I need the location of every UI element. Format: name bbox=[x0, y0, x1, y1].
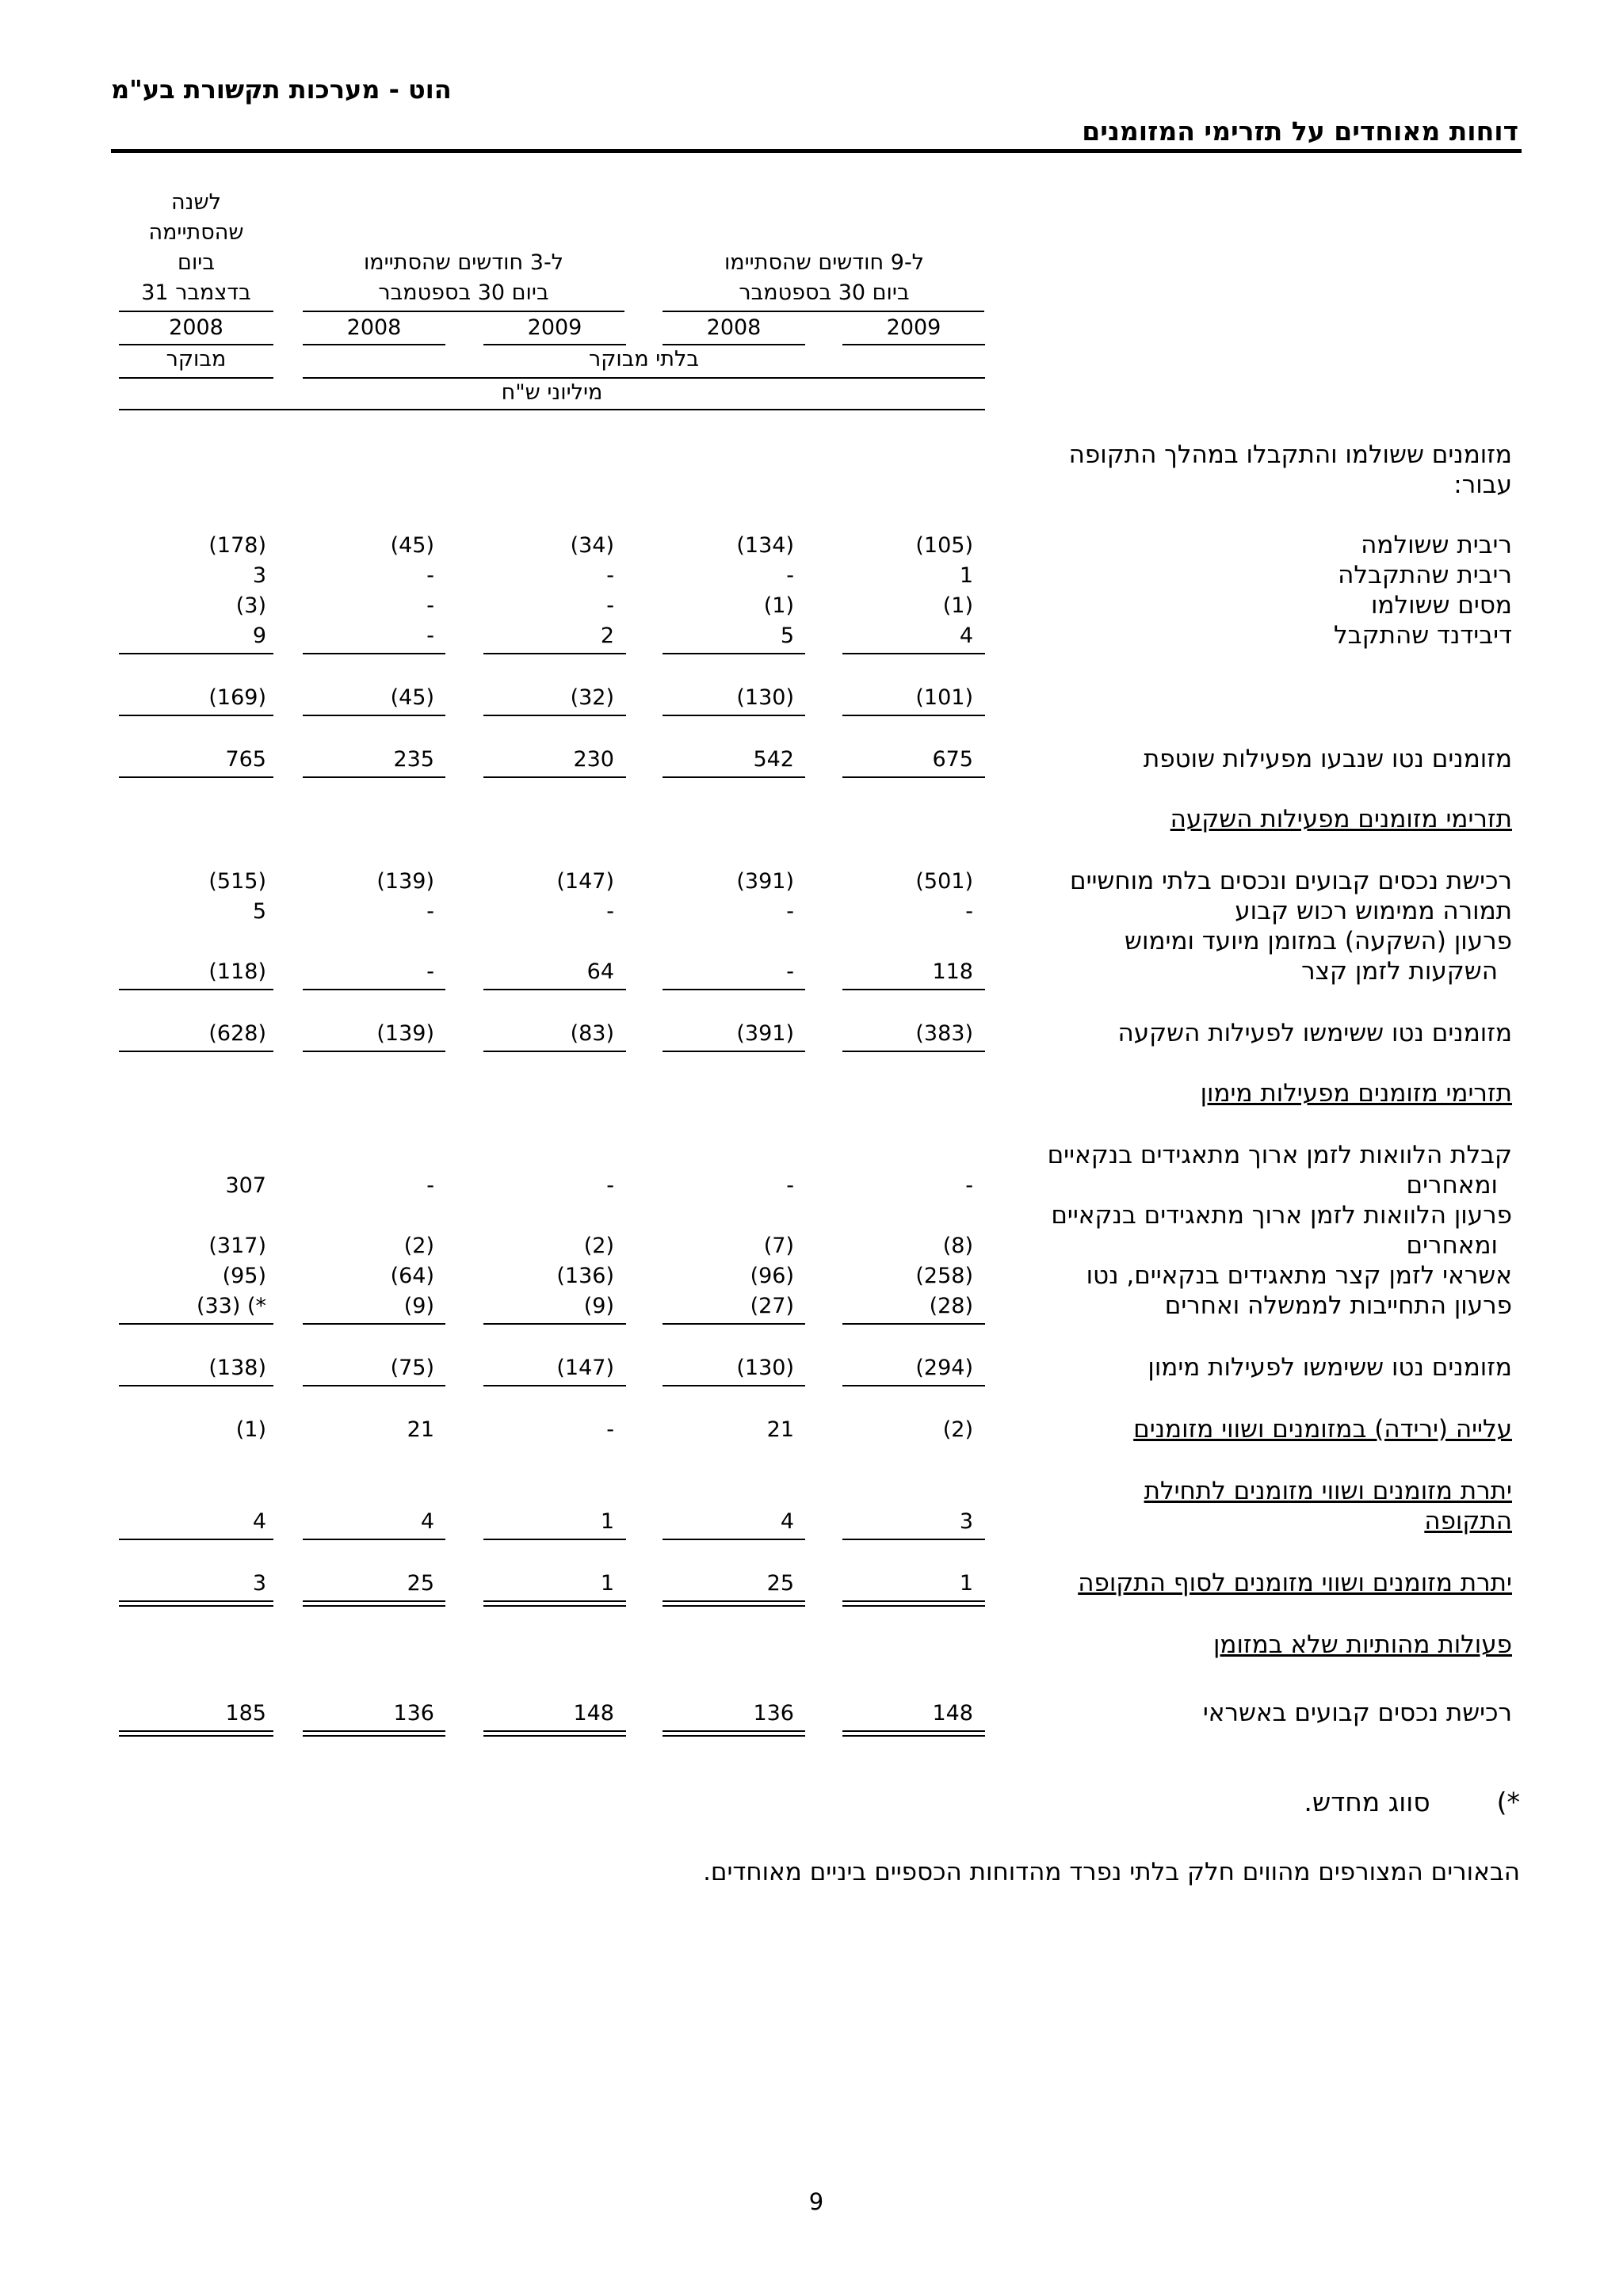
unaudited-label: בלתי מבוקר bbox=[588, 347, 700, 372]
rule bbox=[663, 311, 984, 312]
cell-value: (130) bbox=[736, 1356, 794, 1380]
cell-value: 25 bbox=[407, 1571, 434, 1596]
rule bbox=[119, 776, 273, 778]
cell-value: (9) bbox=[403, 1294, 434, 1318]
rule bbox=[483, 776, 626, 778]
rule bbox=[663, 1539, 805, 1540]
three-months-line-2: ביום 30 בספטמבר bbox=[378, 280, 549, 305]
rule bbox=[303, 776, 445, 778]
rule bbox=[483, 989, 626, 990]
nine-months-line-2: ביום 30 בספטמבר bbox=[739, 280, 910, 305]
rule bbox=[119, 311, 273, 312]
cell-value: (139) bbox=[376, 1021, 434, 1046]
cell-value: (2) bbox=[942, 1417, 973, 1442]
cell-value: 2 bbox=[600, 624, 614, 648]
cell-value: (101) bbox=[915, 685, 973, 710]
currency-label: מיליוני ש"ח bbox=[501, 380, 603, 405]
rule bbox=[119, 1323, 273, 1325]
rule bbox=[663, 1323, 805, 1325]
row-label: עבור: bbox=[1453, 471, 1512, 499]
double-rule bbox=[303, 1600, 445, 1607]
row-label: מסים ששולמו bbox=[1370, 591, 1512, 620]
row-label: מזומנים נטו שנבעו מפעילות שוטפת bbox=[1143, 745, 1512, 773]
cell-value: 136 bbox=[393, 1701, 434, 1726]
rule bbox=[119, 1385, 273, 1386]
cell-value: (138) bbox=[208, 1356, 266, 1380]
rule bbox=[663, 1385, 805, 1386]
cell-value: 3 bbox=[252, 1571, 266, 1596]
company-name: הוט - מערכות תקשורת בע"מ bbox=[111, 74, 452, 105]
year-label: 2008 bbox=[346, 315, 402, 340]
cell-value: (64) bbox=[390, 1264, 434, 1288]
cell-value: (136) bbox=[556, 1264, 614, 1288]
rule bbox=[483, 1323, 626, 1325]
rule bbox=[483, 1051, 626, 1052]
rule bbox=[483, 1539, 626, 1540]
cell-value: 118 bbox=[932, 959, 973, 984]
double-rule bbox=[663, 1730, 805, 1737]
footnote bbox=[1304, 1787, 1520, 1817]
cell-value: 136 bbox=[753, 1701, 794, 1726]
row-label: פרעון הלוואות לזמן ארוך מתאגידים בנקאיים bbox=[1051, 1201, 1512, 1230]
rule bbox=[119, 989, 273, 990]
statement-title: דוחות מאוחדים על תזרימי המזומנים bbox=[1082, 116, 1518, 147]
cell-value: (391) bbox=[736, 1021, 794, 1046]
cell-value: (83) bbox=[570, 1021, 614, 1046]
double-rule bbox=[842, 1600, 985, 1607]
rule bbox=[483, 1385, 626, 1386]
cell-value: (391) bbox=[736, 869, 794, 894]
cell-value: (33) (* bbox=[196, 1294, 266, 1318]
year-label: 2008 bbox=[169, 315, 223, 340]
rule bbox=[483, 715, 626, 716]
cell-value: - bbox=[426, 959, 434, 984]
cell-value: 307 bbox=[225, 1173, 266, 1198]
footnote-mark: *) bbox=[1496, 1787, 1520, 1817]
rule bbox=[842, 1323, 985, 1325]
row-label: תזרימי מזומנים מפעילות השקעה bbox=[1170, 805, 1512, 833]
row-label: מזומנים נטו ששימשו לפעילות מימון bbox=[1148, 1353, 1512, 1382]
cell-value: 1 bbox=[600, 1509, 614, 1534]
cell-value: (1) bbox=[763, 593, 794, 618]
rule bbox=[303, 1539, 445, 1540]
cell-value: (32) bbox=[570, 685, 614, 710]
cell-value: - bbox=[965, 1173, 973, 1198]
cell-value: 9 bbox=[252, 624, 266, 648]
rule bbox=[303, 1323, 445, 1325]
rule bbox=[842, 1051, 985, 1052]
cell-value: - bbox=[606, 1417, 614, 1442]
row-label: השקעות לזמן קצר bbox=[1301, 957, 1498, 986]
year-label: 2008 bbox=[706, 315, 762, 340]
cell-value: - bbox=[786, 899, 794, 924]
cell-value: (258) bbox=[915, 1264, 973, 1288]
cell-value: (294) bbox=[915, 1356, 973, 1380]
year-col-line-4: 31 בדצמבר bbox=[141, 280, 251, 305]
rule bbox=[303, 311, 624, 312]
year-col-line-1: לשנה bbox=[171, 190, 221, 215]
cell-value: - bbox=[426, 624, 434, 648]
cell-value: 148 bbox=[573, 1701, 614, 1726]
cell-value: - bbox=[426, 1173, 434, 1198]
cell-value: 21 bbox=[407, 1417, 434, 1442]
row-label: ריבית שהתקבלה bbox=[1338, 561, 1512, 589]
cell-value: (178) bbox=[208, 533, 266, 558]
double-rule bbox=[842, 1730, 985, 1737]
row-label: יתרת מזומנים ושווי מזומנים לתחילת bbox=[1144, 1477, 1512, 1505]
cell-value: (7) bbox=[763, 1234, 794, 1258]
row-label: רכישת נכסים קבועים ונכסים בלתי מוחשיים bbox=[1070, 867, 1512, 895]
cell-value: (501) bbox=[915, 869, 973, 894]
rule bbox=[119, 409, 985, 410]
cell-value: 4 bbox=[780, 1509, 794, 1534]
cell-value: 1 bbox=[959, 1571, 973, 1596]
cell-value: (628) bbox=[208, 1021, 266, 1046]
cell-value: 765 bbox=[225, 747, 266, 772]
cell-value: (45) bbox=[390, 533, 434, 558]
row-label: תמורה ממימוש רכוש קבוע bbox=[1235, 897, 1512, 925]
cell-value: 675 bbox=[932, 747, 973, 772]
cell-value: (2) bbox=[403, 1234, 434, 1258]
cell-value: (2) bbox=[583, 1234, 614, 1258]
cell-value: (139) bbox=[376, 869, 434, 894]
cell-value: (105) bbox=[915, 533, 973, 558]
rule bbox=[663, 989, 805, 990]
row-label: קבלת הלוואות לזמן ארוך מתאגידים בנקאיים bbox=[1047, 1141, 1512, 1169]
cell-value: 64 bbox=[586, 959, 614, 984]
rule bbox=[663, 715, 805, 716]
rule bbox=[303, 715, 445, 716]
rule bbox=[663, 776, 805, 778]
cell-value: 5 bbox=[780, 624, 794, 648]
audited-label: מבוקר bbox=[166, 347, 227, 372]
cell-value: 230 bbox=[573, 747, 614, 772]
cell-value: 235 bbox=[393, 747, 434, 772]
footer-note: הבאורים המצורפים מהווים חלק בלתי נפרד מהדוחות הכספיים ביניים מאוחדים. bbox=[703, 1858, 1520, 1886]
row-label: ומאחרים bbox=[1406, 1231, 1498, 1260]
double-rule bbox=[303, 1730, 445, 1737]
cell-value: (9) bbox=[583, 1294, 614, 1318]
cell-value: 148 bbox=[932, 1701, 973, 1726]
rule bbox=[842, 653, 985, 654]
rule bbox=[119, 1539, 273, 1540]
three-months-line-1: ל-3 חודשים שהסתיימו bbox=[363, 250, 564, 275]
cell-value: (27) bbox=[750, 1294, 794, 1318]
row-label: יתרת מזומנים ושווי מזומנים לסוף התקופה bbox=[1078, 1569, 1512, 1597]
row-label: ומאחרים bbox=[1406, 1171, 1498, 1199]
page-number: 9 bbox=[808, 2188, 824, 2215]
rule bbox=[119, 715, 273, 716]
cell-value: - bbox=[606, 899, 614, 924]
row-label: פעולות מהותיות שלא במזומן bbox=[1212, 1630, 1512, 1659]
cell-value: 5 bbox=[252, 899, 266, 924]
cell-value: (1) bbox=[235, 1417, 266, 1442]
cell-value: 21 bbox=[766, 1417, 794, 1442]
rule bbox=[663, 653, 805, 654]
year-col-line-3: ביום bbox=[178, 250, 215, 275]
cell-value: (383) bbox=[915, 1021, 973, 1046]
row-label: התקופה bbox=[1424, 1507, 1512, 1535]
row-label: רכישת נכסים קבועים באשראי bbox=[1202, 1699, 1512, 1727]
cell-value: (34) bbox=[570, 533, 614, 558]
cell-value: 3 bbox=[252, 563, 266, 588]
rule bbox=[483, 653, 626, 654]
double-rule bbox=[663, 1600, 805, 1607]
cell-value: - bbox=[786, 563, 794, 588]
footnote-text: סווג מחדש. bbox=[1304, 1787, 1430, 1817]
cell-value: 4 bbox=[252, 1509, 266, 1534]
cell-value: - bbox=[426, 593, 434, 618]
cell-value: (3) bbox=[235, 593, 266, 618]
cell-value: (130) bbox=[736, 685, 794, 710]
double-rule bbox=[483, 1730, 626, 1737]
year-col-line-2: שהסתיימה bbox=[148, 220, 244, 245]
year-label: 2009 bbox=[886, 315, 941, 340]
cell-value: (75) bbox=[390, 1356, 434, 1380]
rule bbox=[303, 653, 445, 654]
cell-value: 1 bbox=[959, 563, 973, 588]
row-label: פרעון התחייבות לממשלה ואחרים bbox=[1164, 1291, 1512, 1320]
cell-value: 4 bbox=[420, 1509, 434, 1534]
cell-value: 542 bbox=[753, 747, 794, 772]
cell-value: (147) bbox=[556, 869, 614, 894]
rule bbox=[303, 1385, 445, 1386]
cell-value: (28) bbox=[929, 1294, 973, 1318]
cell-value: 3 bbox=[959, 1509, 973, 1534]
cell-value: (515) bbox=[208, 869, 266, 894]
cell-value: 4 bbox=[959, 624, 973, 648]
rule bbox=[842, 776, 985, 778]
cell-value: (147) bbox=[556, 1356, 614, 1380]
cell-value: (96) bbox=[750, 1264, 794, 1288]
cell-value: - bbox=[426, 563, 434, 588]
row-label: ריבית ששולמה bbox=[1361, 531, 1512, 559]
cell-value: - bbox=[606, 1173, 614, 1198]
cell-value: 25 bbox=[766, 1571, 794, 1596]
header-rule bbox=[111, 149, 1522, 153]
cell-value: - bbox=[426, 899, 434, 924]
rule bbox=[663, 1051, 805, 1052]
double-rule bbox=[119, 1730, 273, 1737]
cell-value: - bbox=[965, 899, 973, 924]
double-rule bbox=[119, 1600, 273, 1607]
year-label: 2009 bbox=[527, 315, 582, 340]
cell-value: - bbox=[606, 593, 614, 618]
row-label: אשראי לזמן קצר מתאגידים בנקאיים, נטו bbox=[1086, 1261, 1512, 1290]
row-label: עלייה (ירידה) במזומנים ושווי מזומנים bbox=[1133, 1415, 1512, 1444]
rule bbox=[119, 653, 273, 654]
cell-value: 185 bbox=[225, 1701, 266, 1726]
rule bbox=[842, 989, 985, 990]
cell-value: (134) bbox=[736, 533, 794, 558]
rule bbox=[119, 1051, 273, 1052]
cell-value: - bbox=[786, 959, 794, 984]
cell-value: (8) bbox=[942, 1234, 973, 1258]
cell-value: (45) bbox=[390, 685, 434, 710]
cell-value: (1) bbox=[942, 593, 973, 618]
rule bbox=[842, 1539, 985, 1540]
cell-value: 1 bbox=[600, 1571, 614, 1596]
row-label: דיבידנד שהתקבל bbox=[1334, 621, 1512, 650]
cell-value: - bbox=[786, 1173, 794, 1198]
double-rule bbox=[483, 1600, 626, 1607]
cell-value: - bbox=[606, 563, 614, 588]
cell-value: (169) bbox=[208, 685, 266, 710]
cell-value: (95) bbox=[222, 1264, 266, 1288]
rule bbox=[842, 1385, 985, 1386]
row-label: מזומנים ששולמו והתקבלו במהלך התקופה bbox=[1068, 441, 1512, 469]
cell-value: (317) bbox=[208, 1234, 266, 1258]
rule bbox=[303, 1051, 445, 1052]
row-label: פרעון (השקעה) במזומן מיועד ומימוש bbox=[1125, 927, 1512, 955]
rule bbox=[842, 715, 985, 716]
nine-months-line-1: ל-9 חודשים שהסתיימו bbox=[724, 250, 925, 275]
row-label: תזרימי מזומנים מפעילות מימון bbox=[1200, 1079, 1512, 1108]
rule bbox=[303, 989, 445, 990]
row-label: מזומנים נטו ששימשו לפעילות השקעה bbox=[1117, 1019, 1512, 1047]
cell-value: (118) bbox=[208, 959, 266, 984]
